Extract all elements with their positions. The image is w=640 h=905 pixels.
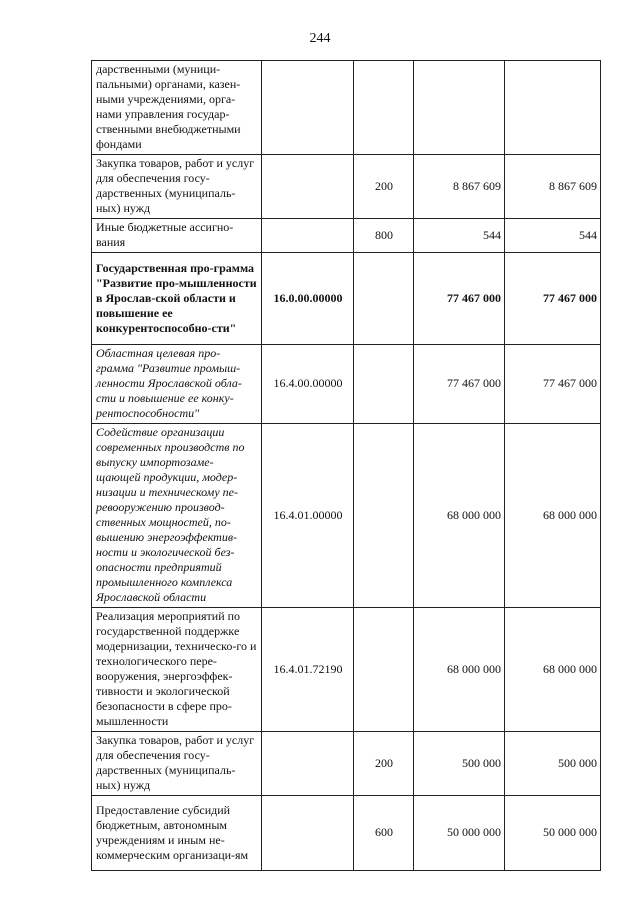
table-row [92, 796, 601, 871]
target-code: 16.4.00.00000 [262, 345, 354, 424]
item-name: Содействие организации современных производств по выпуску импортозаме-щающей продукции, модер-низации и техническому пе-ревооружению производ-ственных мощностей, по-вышению энергоэффектив-ности и экологической без-опасности предприятий промышленного комплекса Ярославской области [92, 424, 262, 608]
item-name: Государственная про-грамма "Развитие про-мышленности в Ярослав-ской области и повышение ее конкурентоспособно-сти" [92, 253, 262, 345]
amount-2: 500 000 [505, 732, 601, 796]
expense-type: 800 [354, 219, 414, 253]
amount-2: 77 467 000 [505, 253, 601, 345]
expense-type: 200 [354, 155, 414, 219]
expense-type [354, 424, 414, 608]
amount-1: 500 000 [414, 732, 505, 796]
table-row [92, 424, 601, 608]
item-name: Иные бюджетные ассигно-вания [92, 219, 262, 253]
table-row [92, 608, 601, 732]
target-code [262, 796, 354, 871]
table-row [92, 155, 601, 219]
amount-1 [414, 61, 505, 155]
amount-1: 50 000 000 [414, 796, 505, 871]
item-name: Закупка товаров, работ и услуг для обеспечения госу-дарственных (муниципаль-ных) нужд [92, 732, 262, 796]
amount-1: 77 467 000 [414, 253, 505, 345]
table-row [92, 219, 601, 253]
amount-1: 544 [414, 219, 505, 253]
expense-type [354, 253, 414, 345]
target-code: 16.4.01.72190 [262, 608, 354, 732]
amount-2: 68 000 000 [505, 424, 601, 608]
item-name: Предоставление субсидий бюджетным, автономным учреждениям и иным не-коммерческим организаци-ям [92, 796, 262, 871]
table-row [92, 345, 601, 424]
target-code [262, 219, 354, 253]
item-name: Областная целевая про-грамма "Развитие промыш-ленности Ярославской обла-сти и повышение ее конку-рентоспособности" [92, 345, 262, 424]
expense-type [354, 608, 414, 732]
target-code: 16.0.00.00000 [262, 253, 354, 345]
amount-1: 8 867 609 [414, 155, 505, 219]
amount-2: 544 [505, 219, 601, 253]
amount-2: 77 467 000 [505, 345, 601, 424]
amount-2: 50 000 000 [505, 796, 601, 871]
amount-2: 68 000 000 [505, 608, 601, 732]
expense-type [354, 61, 414, 155]
target-code [262, 155, 354, 219]
item-name: дарственными (муници-пальными) органами, казен-ными учреждениями, орга-нами управления государ-ственными внебюджетными фондами [92, 61, 262, 155]
target-code: 16.4.01.00000 [262, 424, 354, 608]
target-code [262, 732, 354, 796]
table-row [92, 732, 601, 796]
amount-1: 68 000 000 [414, 608, 505, 732]
amount-1: 68 000 000 [414, 424, 505, 608]
expense-type: 600 [354, 796, 414, 871]
table-row [92, 61, 601, 155]
budget-table [91, 60, 601, 871]
amount-2 [505, 61, 601, 155]
item-name: Закупка товаров, работ и услуг для обеспечения госу-дарственных (муниципаль-ных) нужд [92, 155, 262, 219]
amount-1: 77 467 000 [414, 345, 505, 424]
item-name: Реализация мероприятий по государственной поддержке модернизации, техническо-го и технологического пере-вооружения, энергоэффек-тивности и экологической безопасности в сфере про-мышленности [92, 608, 262, 732]
target-code [262, 61, 354, 155]
amount-2: 8 867 609 [505, 155, 601, 219]
expense-type [354, 345, 414, 424]
page-number: 244 [309, 31, 331, 46]
expense-type: 200 [354, 732, 414, 796]
table-row [92, 253, 601, 345]
